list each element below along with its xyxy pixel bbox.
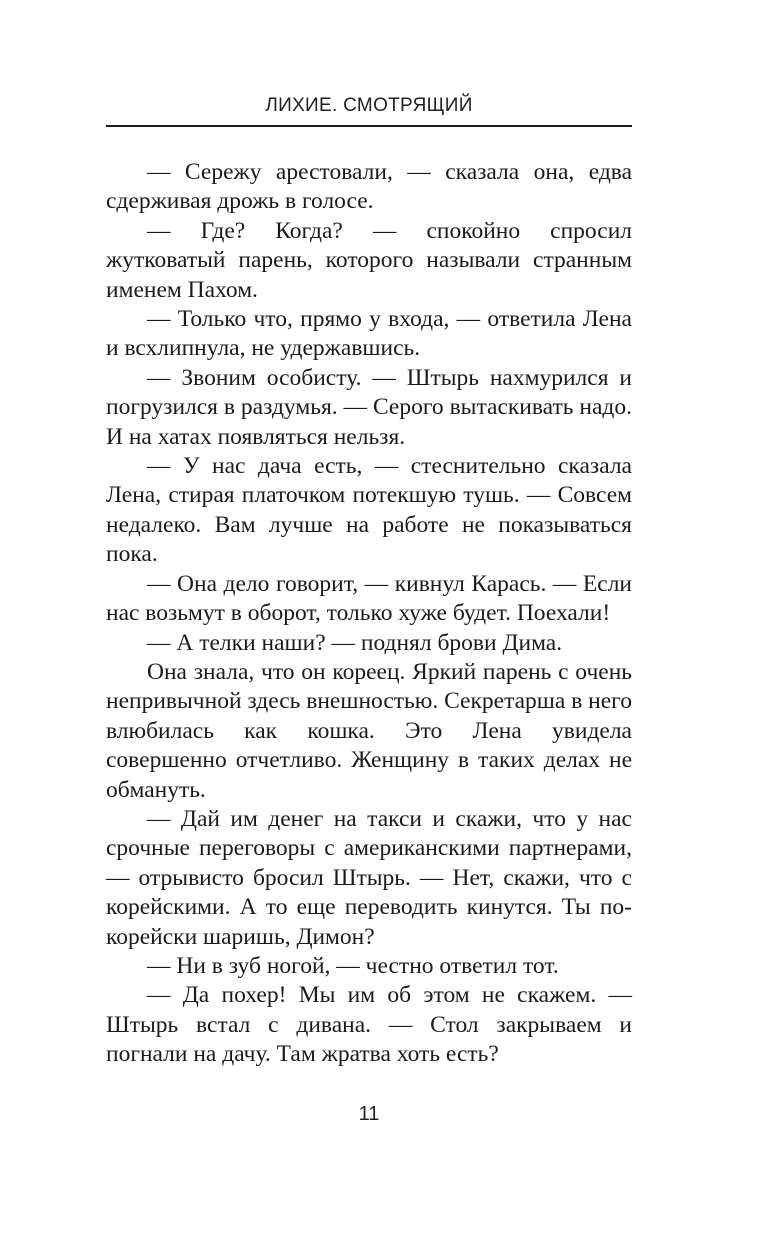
paragraph: — Да похер! Мы им об этом не скажем. — Штырь встал с дивана. — Стол закрываем и погнали на дачу. Там жратва хоть есть? xyxy=(106,982,632,1068)
body-text xyxy=(106,158,632,1070)
paragraph: — А телки наши? — поднял брови Дима. xyxy=(147,629,563,656)
paragraph: — Сережу арестовали, — сказала она, едва сдерживая дрожь в голосе. xyxy=(106,159,632,215)
paragraph: — Где? Когда? — спокойно спросил жутковатый парень, которого называли странным именем Пахом. xyxy=(106,217,632,303)
running-head-title: ЛИХИЕ. СМОТРЯЩИЙ xyxy=(265,95,473,116)
paragraph: — Дай им денег на такси и скажи, что у нас срочные переговоры с американскими партнерами, — отрывисто бросил Штырь. — Нет, скажи, что с корейскими. А то еще переводить кинутся. Ты по-корейски шаришь, Димон? xyxy=(106,805,632,950)
paragraph: — Только что, прямо у входа, — ответила Лена и всхлипнула, не удержавшись. xyxy=(106,306,632,362)
paragraph: — Звоним особисту. — Штырь нахмурился и погрузился в раздумья. — Серого вытаскивать надо. И на хатах появляться нельзя. xyxy=(106,364,632,450)
paragraph: — Она дело говорит, — кивнул Карась. — Если нас возьмут в оборот, только хуже будет. Поехали! xyxy=(106,570,632,627)
paragraph: Она знала, что он кореец. Яркий парень с очень непривычной здесь внешностью. Секретарша в него влюбилась как кошка. Это Лена увидела совершенно отчетливо. Женщину в таких делах не обмануть. xyxy=(106,658,632,803)
paragraph: — У нас дача есть, — стеснительно сказала Лена, стирая платочком потекшую тушь. — Совсем недалеко. Вам лучше на работе не показываться пока. xyxy=(106,453,632,568)
page-number: 11 xyxy=(358,1103,380,1125)
paragraph: — Ни в зуб ногой, — честно ответил тот. xyxy=(147,952,559,979)
header-rule xyxy=(106,125,632,127)
